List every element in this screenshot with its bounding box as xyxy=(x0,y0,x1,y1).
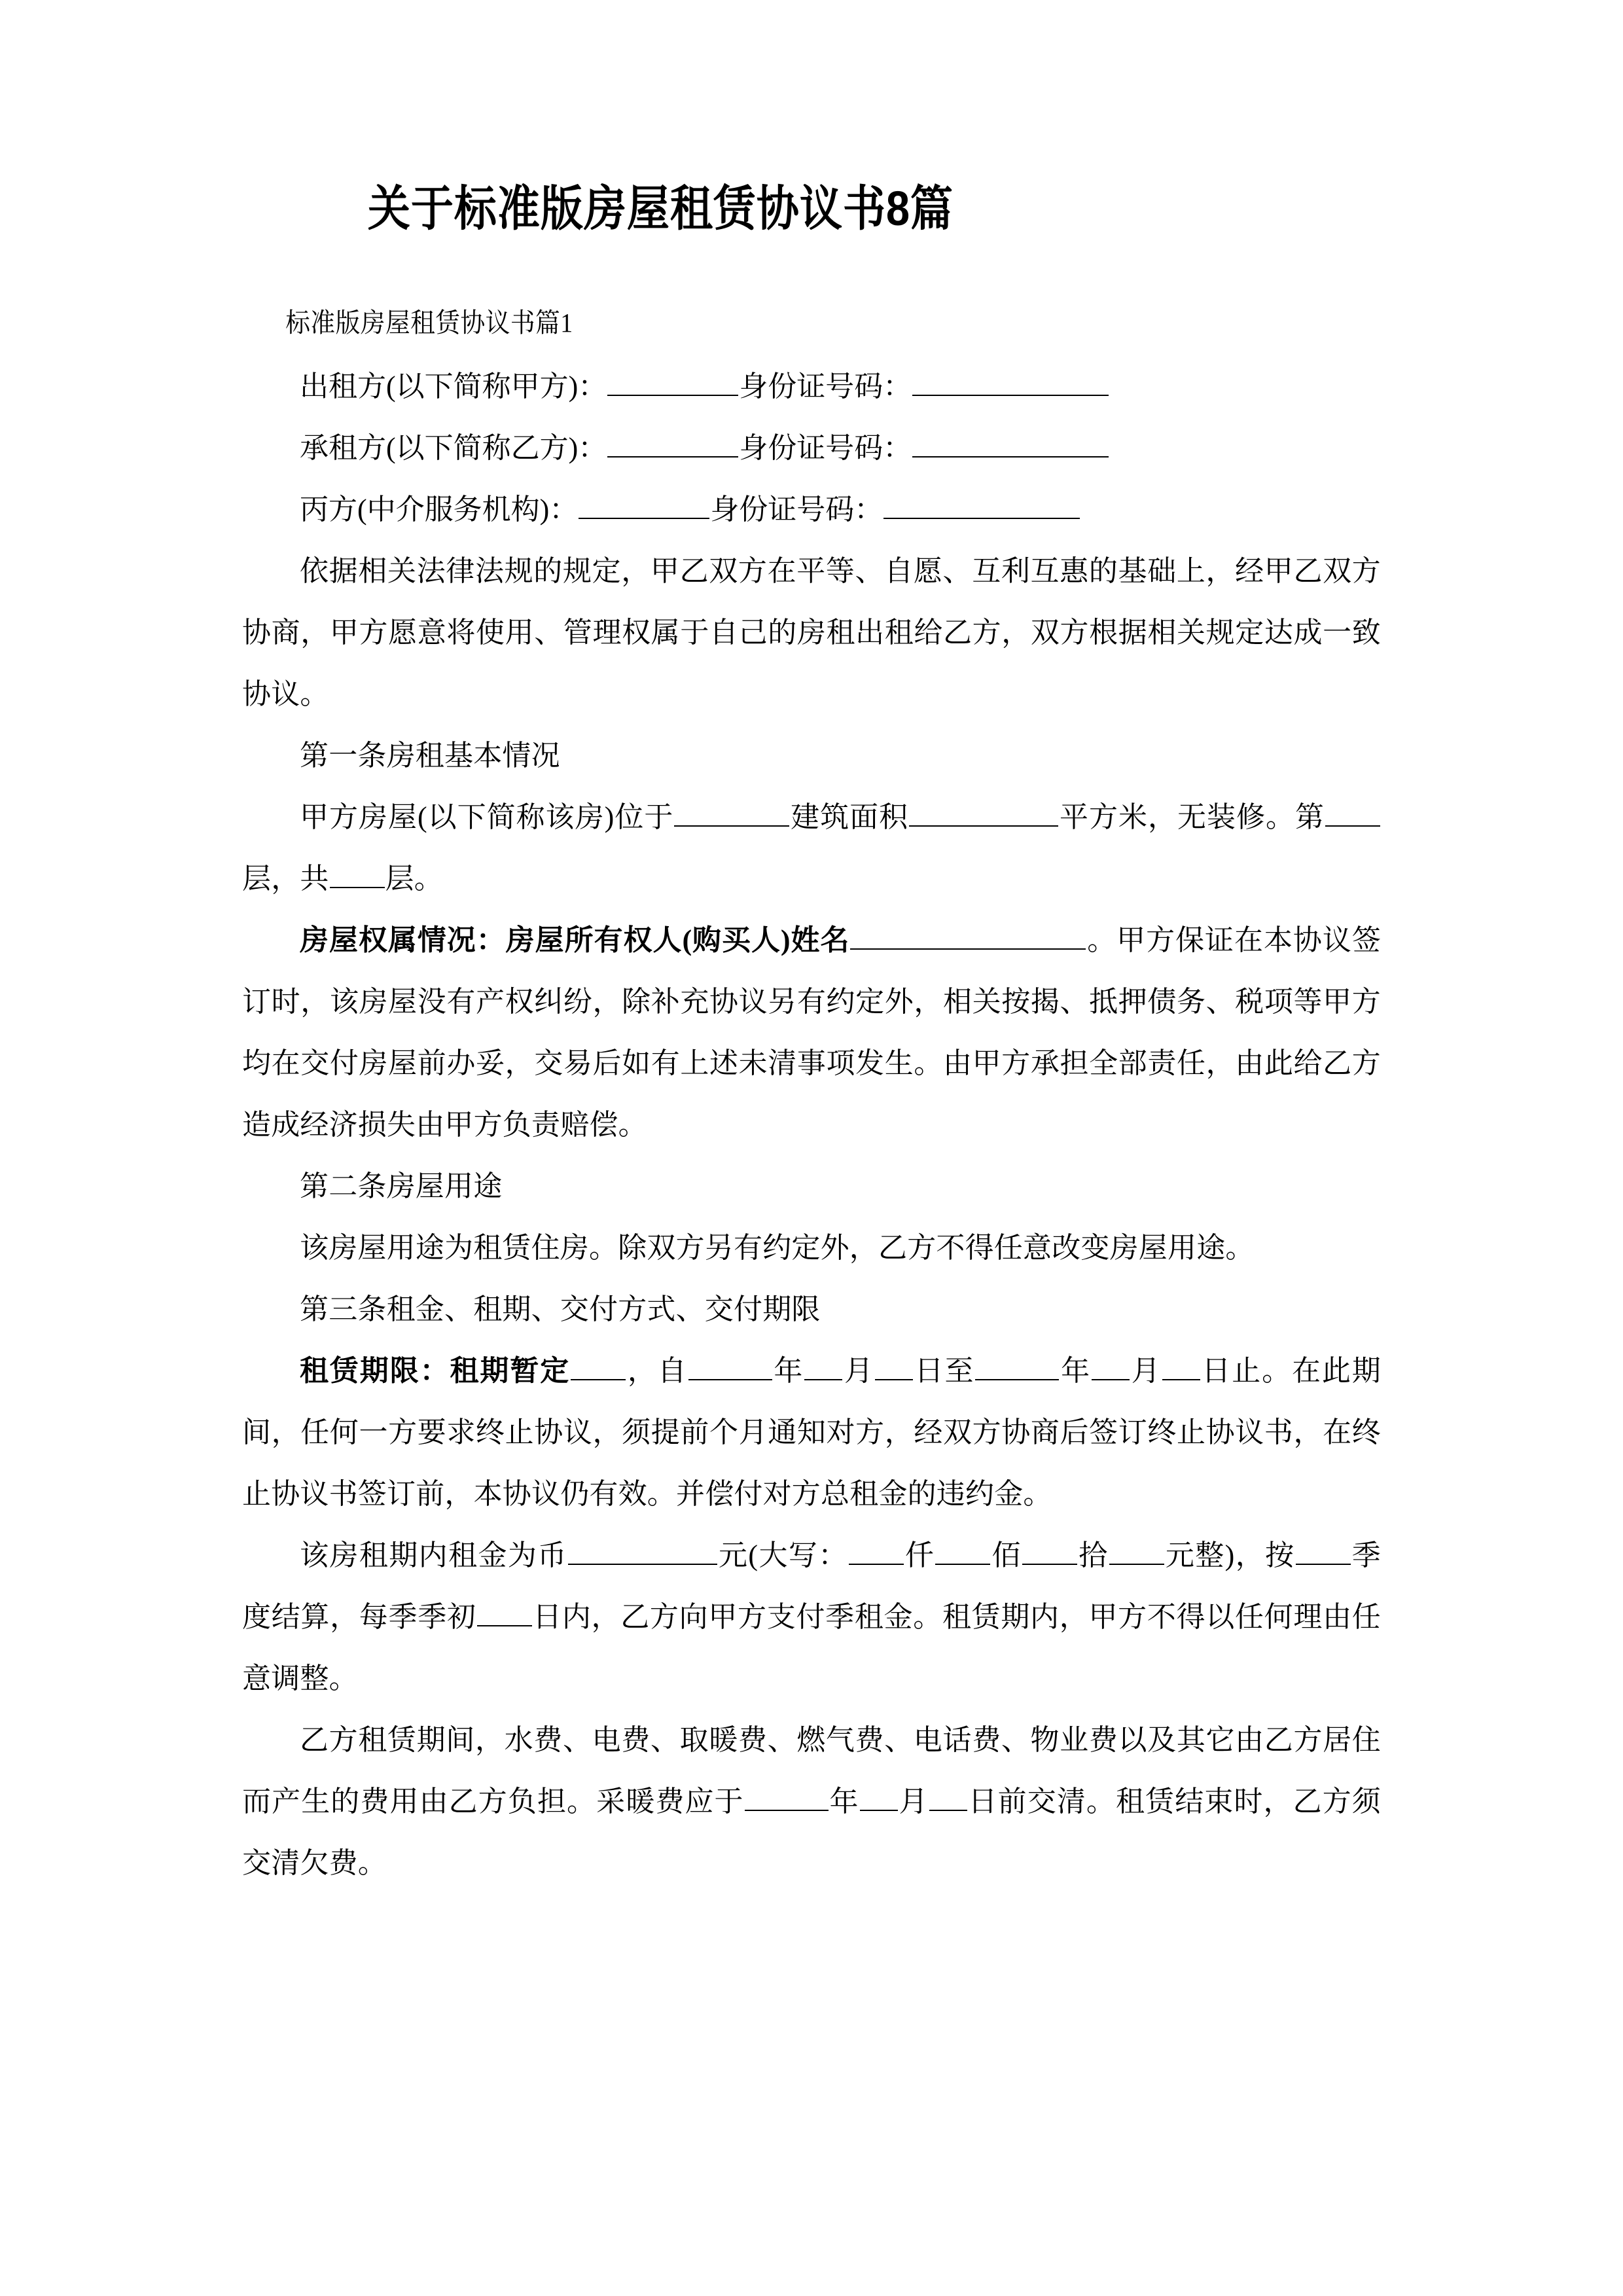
term-duration-blank[interactable] xyxy=(571,1350,626,1380)
heating-year-blank[interactable] xyxy=(745,1781,829,1811)
document-subtitle: 标准版房屋租赁协议书篇1 xyxy=(285,308,573,338)
utilities-month: 月 xyxy=(898,1785,929,1818)
ownership-suffix: 。甲方保证在本协议签订时，该房屋没有产权纠纷，除补充协议另有约定外，相关按揭、抵押债务、税项等甲方均在交付房屋前办妥，交易后如有上述未清事项发生。由甲方承担全部责任，由此给乙方造成经济损失由甲方负责赔偿。 xyxy=(242,924,1382,1141)
clause-1-area-label: 建筑面积 xyxy=(790,801,909,834)
location-blank[interactable] xyxy=(674,797,789,827)
clause-1-floor-end: 层。 xyxy=(385,863,444,895)
start-day-blank[interactable] xyxy=(875,1350,913,1380)
party-id-blank-landlord[interactable] xyxy=(912,366,1109,396)
clause-2-body: 该房屋用途为租赁住房。除双方另有约定外，乙方不得任意改变房屋用途。 xyxy=(300,1232,1255,1265)
start-day-unit: 日至 xyxy=(913,1355,975,1388)
party-id-blank-agency[interactable] xyxy=(883,489,1080,519)
utilities-prefix: 乙方租赁期间，水费、电费、取暖费、燃气费、电话费、物业费以及其它由乙方居住而产生的费用由乙方负担。采暖费应于 xyxy=(242,1724,1381,1818)
rent-amount-blank[interactable] xyxy=(568,1535,717,1565)
rent-quarter: 季度结算，每季季初 xyxy=(242,1539,1381,1634)
end-day-blank[interactable] xyxy=(1162,1350,1200,1380)
start-month-blank[interactable] xyxy=(804,1350,842,1380)
term-label: 租赁期限： xyxy=(300,1355,450,1388)
start-year-unit: 年 xyxy=(772,1355,804,1388)
preamble-paragraph: 依据相关法律法规的规定，甲乙双方在平等、自愿、互利互惠的基础上，经甲乙双方协商，甲方愿意将使用、管理权属于自己的房租出租给乙方，双方根据相关规定达成一致协议。 xyxy=(242,555,1381,711)
party-row-tenant xyxy=(242,418,1381,479)
rent-bai-blank[interactable] xyxy=(935,1535,990,1565)
end-year-unit: 年 xyxy=(1060,1355,1091,1388)
clause-1-location-prefix: 甲方房屋(以下简称该房)位于 xyxy=(300,801,674,834)
utilities-year: 年 xyxy=(829,1785,859,1818)
party-row-landlord xyxy=(242,356,1381,418)
end-month-unit: 月 xyxy=(1130,1355,1162,1388)
rent-days: 日内，乙方向甲方支付季租金。租赁期内，甲方不得以任何理由任意调整。 xyxy=(242,1601,1381,1695)
party-label-tenant: 承租方(以下简称乙方)： xyxy=(300,432,607,465)
party-name-blank-tenant[interactable] xyxy=(607,427,738,457)
payment-days-blank[interactable] xyxy=(477,1596,532,1626)
rent-yuan-blank[interactable] xyxy=(1109,1535,1164,1565)
clause-1-area-unit: 平方米，无装修。第 xyxy=(1059,801,1325,834)
party-name-blank-landlord[interactable] xyxy=(607,366,738,396)
rent-qian-blank[interactable] xyxy=(849,1535,904,1565)
party-label-landlord: 出租方(以下简称甲方)： xyxy=(300,370,607,403)
total-floor-blank[interactable] xyxy=(330,858,385,888)
floor-number-blank[interactable] xyxy=(1325,797,1380,827)
rent-shi: 拾 xyxy=(1077,1539,1109,1572)
rent-bai: 佰 xyxy=(991,1539,1022,1572)
heating-day-blank[interactable] xyxy=(929,1781,967,1811)
party-id-label-tenant: 身份证号码： xyxy=(739,432,912,465)
owner-name-blank[interactable] xyxy=(850,920,1086,950)
start-month-unit: 月 xyxy=(843,1355,874,1388)
clause-3-rent-paragraph xyxy=(242,1525,1381,1710)
clause-3-heading: 第三条租金、租期、交付方式、交付期限 xyxy=(300,1293,821,1326)
page-title: 关于标准版房屋租赁协议书8篇 xyxy=(367,181,954,236)
clause-1-floor-label: 层，共 xyxy=(242,863,329,895)
clause-3-utilities-paragraph xyxy=(242,1710,1381,1894)
party-label-agency: 丙方(中介服务机构)： xyxy=(300,493,579,526)
clause-1-location-paragraph xyxy=(242,787,1381,910)
rent-zheng: 元整)，按 xyxy=(1164,1539,1295,1572)
rent-shi-blank[interactable] xyxy=(1022,1535,1077,1565)
party-id-label-agency: 身份证号码： xyxy=(710,493,883,526)
party-row-agency xyxy=(242,479,1381,541)
area-blank[interactable] xyxy=(909,797,1058,827)
party-name-blank-agency[interactable] xyxy=(579,489,709,519)
start-year-blank[interactable] xyxy=(688,1350,772,1380)
end-month-blank[interactable] xyxy=(1092,1350,1130,1380)
clause-2-heading: 第二条房屋用途 xyxy=(300,1170,503,1203)
spacer xyxy=(242,336,1381,356)
document-content xyxy=(242,0,1381,1894)
clause-3-term-paragraph xyxy=(242,1340,1381,1525)
ownership-prefix: 房屋所有权人(购买人)姓名 xyxy=(505,924,850,957)
rent-qian: 仟 xyxy=(904,1539,935,1572)
term-tail: 日止。在此期间，任何一方要求终止协议，须提前个月通知对方，经双方协商后签订终止协议书，在终止协议书签订前，本协议仍有效。并偿付对方总租金的违约金。 xyxy=(242,1355,1382,1511)
term-prefix: 租期暂定 xyxy=(450,1355,571,1388)
term-from: ，自 xyxy=(626,1355,688,1388)
rent-unit: 元(大写： xyxy=(717,1539,848,1572)
party-id-label-landlord: 身份证号码： xyxy=(739,370,912,403)
utilities-day: 日前交清。租赁结束时，乙方须交清欠费。 xyxy=(242,1785,1381,1880)
ownership-label: 房屋权属情况： xyxy=(300,924,506,957)
clause-1-ownership-paragraph xyxy=(242,910,1381,1156)
end-year-blank[interactable] xyxy=(975,1350,1059,1380)
rent-prefix: 该房租期内租金为币 xyxy=(300,1539,567,1572)
quarter-blank[interactable] xyxy=(1296,1535,1351,1565)
clause-1-heading: 第一条房租基本情况 xyxy=(300,740,560,772)
heating-month-blank[interactable] xyxy=(860,1781,898,1811)
party-id-blank-tenant[interactable] xyxy=(912,427,1109,457)
